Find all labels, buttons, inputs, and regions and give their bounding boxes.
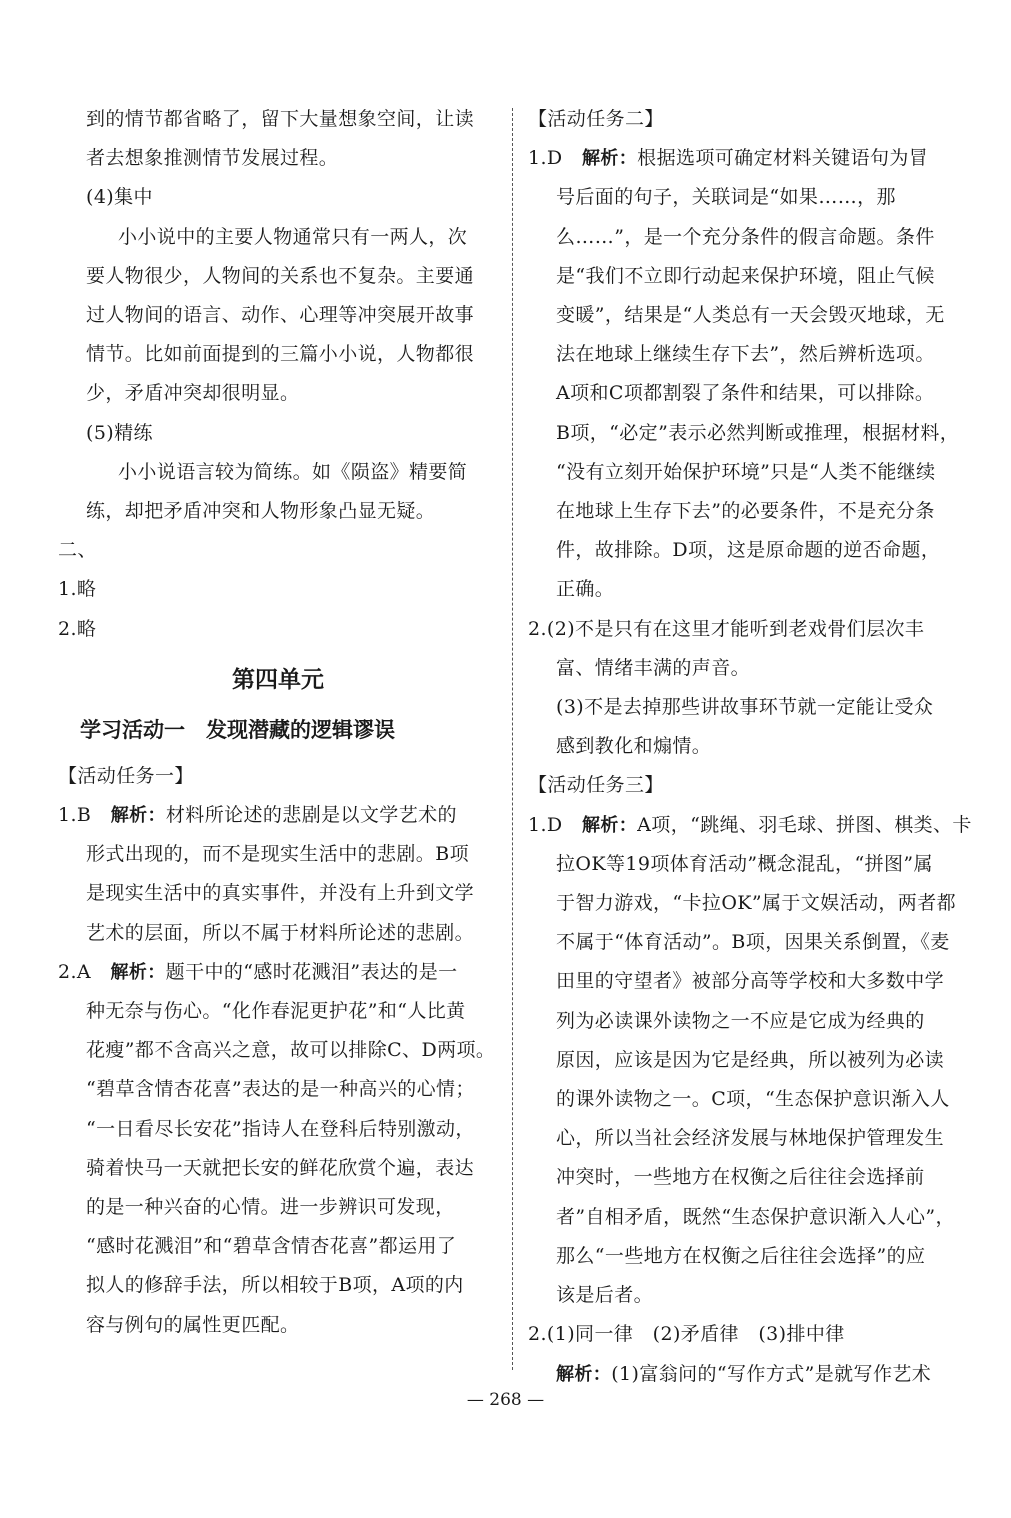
analysis-label: 解析： (110, 961, 166, 983)
text-line: 种无奈与伤心。“化作春泥更护花”和“人比黄 (86, 1000, 466, 1023)
text-line: 情节。比如前面提到的三篇小小说，人物都很 (86, 343, 475, 366)
text-line: 那么“一些地方在权衡之后往往会选择”的应 (556, 1244, 926, 1267)
analysis-label: 解析： (110, 805, 166, 827)
text-line: 练，却把矛盾冲突和人物形象凸显无疑。 (86, 500, 436, 523)
text-line: 法在地球上继续生存下去”，然后辨析选项。 (556, 343, 935, 366)
subheading: (5)精练 (86, 421, 153, 444)
question-line (58, 953, 498, 992)
text-line: 心，所以当社会经济发展与林地保护管理发生 (556, 1127, 945, 1150)
text-line: 不属于“体育活动”。B项，因果关系倒置，《麦 (556, 931, 950, 954)
text-line: 正确。 (556, 578, 615, 601)
task-heading: 【活动任务一】 (58, 764, 194, 787)
question-text: 根据选项可确定材料关键语句为冒 (637, 147, 929, 170)
unit-title: 第四单元 (232, 666, 324, 693)
question-text: 题干中的“感时花溅泪”表达的是一 (165, 960, 458, 983)
question-line (58, 796, 498, 835)
question-text: A项，“跳绳、羽毛球、拼图、棋类、卡 (637, 813, 972, 836)
question-line (528, 806, 972, 845)
text-line: 么……”，是一个充分条件的假言命题。条件 (556, 225, 935, 248)
task-heading: 【活动任务二】 (528, 108, 664, 130)
question-line (528, 139, 968, 178)
analysis-text: (1)富翁问的“写作方式”是就写作艺术 (611, 1362, 932, 1385)
left-column (58, 100, 498, 1345)
text-line: 在地球上生存下去”的必要条件，不是充分条 (556, 500, 935, 523)
text-line: 件，故排除。D项，这是原命题的逆否命题， (556, 539, 941, 562)
text-line: 花瘦”都不含高兴之意，故可以排除C、D两项。 (86, 1039, 496, 1062)
page-number: — 268 — (466, 1390, 545, 1410)
text-line: 到的情节都省略了，留下大量想象空间，让读 (86, 108, 475, 130)
text-line: 过人物间的语言、动作、心理等冲突展开故事 (86, 304, 475, 327)
activity-title: 学习活动一 发现潜藏的逻辑谬误 (80, 717, 395, 742)
answer-line: 1.略 (58, 578, 97, 601)
text-line: 要人物很少，人物间的关系也不复杂。主要通 (86, 264, 475, 287)
question-text: 材料所论述的悲剧是以文学艺术的 (165, 804, 457, 827)
text-line: 小小说语言较为简练。如《陨盗》精要简 (118, 460, 468, 483)
answer-line: 2.略 (58, 617, 97, 640)
answer-line: (3)不是去掉那些讲故事环节就一定能让受众 (556, 696, 934, 719)
text-line: 田里的守望者》被部分高等学校和大多数中学 (556, 970, 945, 993)
text-line: 拉OK等19项体育活动”概念混乱，“拼图”属 (556, 852, 933, 875)
text-line: 冲突时，一些地方在权衡之后往往会选择前 (556, 1166, 925, 1189)
text-line: 者去想象推测情节发展过程。 (86, 147, 339, 170)
text-line: 容与例句的属性更匹配。 (86, 1313, 300, 1336)
text-line: 号后面的句子，关联词是“如果……，那 (556, 186, 896, 209)
text-line: 骑着快马一天就把长安的鲜花欣赏个遍，表达 (86, 1156, 475, 1179)
analysis-label: 解析： (556, 1363, 612, 1385)
analysis-label: 解析： (581, 814, 638, 836)
analysis-label: 解析： (581, 148, 638, 170)
text-line: 感到教化和煽情。 (556, 735, 712, 758)
answer-line: 2.(1)同一律 (2)矛盾律 (3)排中律 (528, 1323, 845, 1346)
right-column (528, 100, 972, 1394)
text-line: “感时花溅泪”和“碧草含情杏花喜”都运用了 (86, 1235, 457, 1258)
task-heading: 【活动任务三】 (528, 774, 664, 797)
text-line: 者”自相矛盾，既然“生态保护意识渐入人心”， (556, 1205, 955, 1228)
text-line: A项和C项都割裂了条件和结果，可以排除。 (556, 382, 935, 405)
subheading: (4)集中 (86, 186, 153, 209)
text-line: 富、情绪丰满的声音。 (556, 656, 751, 679)
text-line: 艺术的层面，所以不属于材料所论述的悲剧。 (86, 921, 475, 944)
text-line: 列为必读课外读物之一不应是它成为经典的 (556, 1009, 925, 1032)
question-number: 1.B (58, 804, 92, 827)
text-line: 变暖”，结果是“人类总有一天会毁灭地球，无 (556, 304, 945, 327)
column-divider (512, 108, 513, 1370)
text-line: 是现实生活中的真实事件，并没有上升到文学 (86, 882, 475, 905)
text-line: 该是后者。 (556, 1284, 654, 1307)
text-line: “没有立刻开始保护环境”只是“人类不能继续 (556, 460, 936, 483)
question-number: 1.D (528, 147, 563, 170)
answer-line: 2.(2)不是只有在这里才能听到老戏骨们层次丰 (528, 617, 925, 640)
text-line: 少，矛盾冲突却很明显。 (86, 382, 300, 405)
text-line: 的课外读物之一。C项，“生态保护意识渐入人 (556, 1088, 950, 1111)
text-line: “一日看尽长安花”指诗人在登科后特别激动， (86, 1117, 475, 1140)
question-number: 1.D (528, 813, 563, 836)
text-line: “碧草含情杏花喜”表达的是一种高兴的心情； (86, 1078, 475, 1101)
text-line: 于智力游戏，“卡拉OK”属于文娱活动，两者都 (556, 892, 956, 915)
question-number: 2.A (58, 960, 92, 983)
analysis-line (528, 1355, 968, 1394)
text-line: B项，“必定”表示必然判断或推理，根据材料， (556, 421, 960, 444)
text-line: 小小说中的主要人物通常只有一两人，次 (118, 225, 468, 248)
text-line: 的是一种兴奋的心情。进一步辨识可发现， (86, 1196, 455, 1219)
section-heading: 二、 (58, 539, 97, 562)
text-line: 是“我们不立即行动起来保护环境，阻止气候 (556, 264, 935, 287)
text-line: 拟人的修辞手法，所以相较于B项，A项的内 (86, 1274, 464, 1297)
text-line: 原因，应该是因为它是经典，所以被列为必读 (556, 1048, 945, 1071)
text-line: 形式出现的，而不是现实生活中的悲剧。B项 (86, 843, 469, 866)
